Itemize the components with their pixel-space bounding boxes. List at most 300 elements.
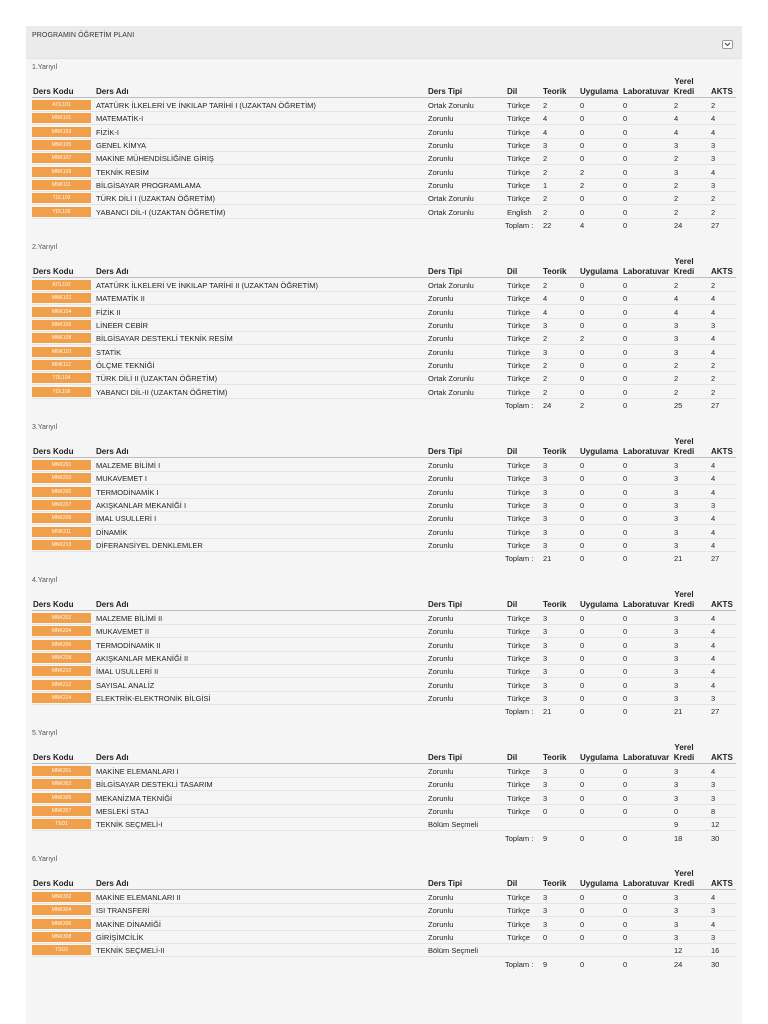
course-kredi: 3 xyxy=(674,487,679,497)
course-teorik: 1 xyxy=(543,181,548,191)
total-label: Toplam : xyxy=(505,707,534,717)
course-laboratuvar: 0 xyxy=(623,127,628,137)
course-language: Türkçe xyxy=(507,893,530,902)
course-akts: 3 xyxy=(711,793,716,803)
course-code-badge[interactable]: YDL105 xyxy=(32,207,91,217)
course-kredi: 2 xyxy=(674,387,679,397)
course-name: MUKAVEMET II xyxy=(96,627,150,637)
course-code-badge[interactable]: MNK214 xyxy=(32,693,91,703)
course-uygulama: 0 xyxy=(580,281,585,290)
total-row xyxy=(32,832,736,845)
course-akts: 4 xyxy=(711,893,716,902)
course-name: LİNEER CEBİR xyxy=(96,321,149,331)
course-language: Türkçe xyxy=(507,627,530,637)
column-header-kredi: Yerel Kredi xyxy=(673,257,695,276)
course-name: TÜRK DİLİ II (UZAKTAN ÖĞRETİM) xyxy=(96,374,218,384)
course-code-badge[interactable]: MNK106 xyxy=(32,320,91,330)
course-akts: 4 xyxy=(711,541,716,551)
course-uygulama: 0 xyxy=(580,541,585,551)
total-laboratuvar: 0 xyxy=(623,401,628,411)
course-type: Zorunlu xyxy=(428,294,454,304)
column-header-uygulama: Uygulama xyxy=(580,447,619,456)
column-header-akts: AKTS xyxy=(711,879,733,888)
course-laboratuvar: 0 xyxy=(623,207,628,217)
semester-section xyxy=(32,730,736,849)
course-code-badge[interactable]: MNK302 xyxy=(32,892,91,902)
course-uygulama: 0 xyxy=(580,141,585,151)
course-name: AKIŞKANLAR MEKANİĞİ II xyxy=(96,654,189,664)
course-name: ATATÜRK İLKELERİ VE İNKILAP TARİHİ II (UZAKTAN ÖĞRETİM) xyxy=(96,281,318,290)
table-row xyxy=(32,346,736,359)
course-uygulama: 0 xyxy=(580,487,585,497)
column-header-kredi: Yerel Kredi xyxy=(673,743,695,762)
course-kredi: 4 xyxy=(674,294,679,304)
course-uygulama: 0 xyxy=(580,767,585,776)
course-teorik: 3 xyxy=(543,893,548,902)
course-code-badge[interactable]: ATİL102 xyxy=(32,280,91,290)
column-header-teorik: Teorik xyxy=(543,447,567,456)
course-teorik: 3 xyxy=(543,527,548,537)
table-row xyxy=(32,692,736,705)
course-name: BİLGİSAYAR PROGRAMLAMA xyxy=(96,181,201,191)
column-header-uygulama: Uygulama xyxy=(580,879,619,888)
course-kredi: 3 xyxy=(674,793,679,803)
course-teorik: 4 xyxy=(543,294,548,304)
course-akts: 4 xyxy=(711,627,716,637)
course-language: Türkçe xyxy=(507,321,530,331)
table-row xyxy=(32,679,736,692)
course-code-badge[interactable]: MNK308 xyxy=(32,932,91,942)
course-kredi: 3 xyxy=(674,933,679,943)
table-row xyxy=(32,792,736,805)
course-akts: 4 xyxy=(711,461,716,470)
course-language: Türkçe xyxy=(507,194,530,204)
column-header-ad: Ders Adı xyxy=(96,753,129,762)
course-uygulama: 0 xyxy=(580,667,585,677)
course-teorik: 3 xyxy=(543,321,548,331)
column-header-ad: Ders Adı xyxy=(96,267,129,276)
course-akts: 4 xyxy=(711,474,716,484)
course-teorik: 2 xyxy=(543,374,548,384)
course-kredi: 3 xyxy=(674,906,679,916)
total-label: Toplam : xyxy=(505,959,534,969)
course-type: Zorunlu xyxy=(428,501,454,511)
semester-label: 6.Yarıyıl xyxy=(32,856,58,863)
total-akts: 27 xyxy=(711,554,720,564)
course-akts: 2 xyxy=(711,207,716,217)
course-uygulama: 0 xyxy=(580,154,585,164)
course-code-badge[interactable]: MNK306 xyxy=(32,919,91,929)
course-teorik: 3 xyxy=(543,780,548,790)
table-header xyxy=(32,437,736,457)
total-teorik: 22 xyxy=(543,221,552,231)
course-akts: 3 xyxy=(711,694,716,704)
course-type: Ortak Zorunlu xyxy=(428,194,474,204)
course-kredi: 2 xyxy=(674,154,679,164)
course-kredi: 4 xyxy=(674,127,679,137)
chevron-down-icon xyxy=(724,42,731,47)
course-code-badge[interactable]: MNK108 xyxy=(32,333,91,343)
course-teorik: 3 xyxy=(543,614,548,623)
panel-header xyxy=(26,26,742,59)
total-label: Toplam : xyxy=(505,401,534,411)
course-laboratuvar: 0 xyxy=(623,933,628,943)
course-code-badge[interactable]: MNK103 xyxy=(32,127,91,137)
course-uygulama: 0 xyxy=(580,461,585,470)
course-kredi: 3 xyxy=(674,541,679,551)
course-code-badge[interactable]: MNK212 xyxy=(32,680,91,690)
course-type: Zorunlu xyxy=(428,334,454,344)
table-row xyxy=(32,279,736,292)
course-akts: 2 xyxy=(711,374,716,384)
column-header-dil: Dil xyxy=(507,600,518,609)
column-header-tip: Ders Tipi xyxy=(428,447,463,456)
course-teorik: 4 xyxy=(543,307,548,317)
header-divider xyxy=(32,457,736,458)
table-header xyxy=(32,869,736,889)
course-name: BİLGİSAYAR DESTEKLİ TASARIM xyxy=(96,780,213,790)
course-type: Ortak Zorunlu xyxy=(428,101,474,110)
course-type: Ortak Zorunlu xyxy=(428,387,474,397)
course-laboratuvar: 0 xyxy=(623,654,628,664)
column-header-dil: Dil xyxy=(507,267,518,276)
course-code-badge[interactable]: MNK104 xyxy=(32,307,91,317)
course-kredi: 3 xyxy=(674,501,679,511)
course-type: Zorunlu xyxy=(428,167,454,177)
course-laboratuvar: 0 xyxy=(623,387,628,397)
table-row xyxy=(32,99,736,112)
course-code-badge[interactable]: MNK105 xyxy=(32,140,91,150)
course-teorik: 3 xyxy=(543,767,548,776)
table-row xyxy=(32,931,736,944)
course-kredi: 3 xyxy=(674,667,679,677)
course-akts: 2 xyxy=(711,101,716,110)
table-row xyxy=(32,486,736,499)
course-laboratuvar: 0 xyxy=(623,347,628,357)
course-type: Zorunlu xyxy=(428,541,454,551)
course-akts: 3 xyxy=(711,501,716,511)
course-code-badge[interactable]: MNK206 xyxy=(32,640,91,650)
course-teorik: 3 xyxy=(543,654,548,664)
column-header-kredi: Yerel Kredi xyxy=(673,77,695,96)
column-header-ad: Ders Adı xyxy=(96,879,129,888)
course-type: Zorunlu xyxy=(428,807,454,817)
total-laboratuvar: 0 xyxy=(623,554,628,564)
column-header-dil: Dil xyxy=(507,753,518,762)
column-header-ad: Ders Adı xyxy=(96,600,129,609)
course-laboratuvar: 0 xyxy=(623,294,628,304)
course-name: İMAL USULLERİ I xyxy=(96,514,157,524)
total-teorik: 24 xyxy=(543,401,552,411)
course-teorik: 3 xyxy=(543,461,548,470)
course-name: YABANCI DİL-II (UZAKTAN ÖĞRETİM) xyxy=(96,387,228,397)
course-code-badge[interactable]: TDL103 xyxy=(32,193,91,203)
course-kredi: 3 xyxy=(674,461,679,470)
course-language: Türkçe xyxy=(507,694,530,704)
course-type: Zorunlu xyxy=(428,461,454,470)
semester-section xyxy=(32,577,736,723)
course-akts: 2 xyxy=(711,361,716,371)
course-code-badge[interactable]: MNK205 xyxy=(32,487,91,497)
table-header xyxy=(32,257,736,277)
course-language: Türkçe xyxy=(507,127,530,137)
course-code-badge[interactable]: MNK102 xyxy=(32,293,91,303)
course-code-badge[interactable]: MNK208 xyxy=(32,653,91,663)
course-akts: 4 xyxy=(711,654,716,664)
course-uygulama: 0 xyxy=(580,374,585,384)
semester-label: 2.Yarıyıl xyxy=(32,244,58,251)
course-language: Türkçe xyxy=(507,461,530,470)
course-code-badge[interactable]: MNK301 xyxy=(32,766,91,776)
course-language: Türkçe xyxy=(507,541,530,551)
course-laboratuvar: 0 xyxy=(623,334,628,344)
total-laboratuvar: 0 xyxy=(623,959,628,969)
semester-label: 3.Yarıyıl xyxy=(32,424,58,431)
total-akts: 27 xyxy=(711,401,720,411)
course-laboratuvar: 0 xyxy=(623,514,628,524)
course-uygulama: 0 xyxy=(580,514,585,524)
course-code-badge[interactable]: MNK209 xyxy=(32,513,91,523)
course-teorik: 2 xyxy=(543,361,548,371)
course-kredi: 2 xyxy=(674,194,679,204)
course-laboratuvar: 0 xyxy=(623,627,628,637)
course-akts: 3 xyxy=(711,181,716,191)
course-code-badge[interactable]: MNK213 xyxy=(32,540,91,550)
course-code-badge[interactable]: MNK109 xyxy=(32,167,91,177)
total-row xyxy=(32,219,736,232)
course-kredi: 3 xyxy=(674,694,679,704)
column-header-kod: Ders Kodu xyxy=(33,87,74,96)
table-row xyxy=(32,778,736,791)
course-kredi: 3 xyxy=(674,780,679,790)
course-teorik: 3 xyxy=(543,514,548,524)
course-kredi: 2 xyxy=(674,374,679,384)
course-uygulama: 0 xyxy=(580,361,585,371)
course-code-badge[interactable]: MNK101 xyxy=(32,113,91,123)
course-code-badge[interactable]: MNK211 xyxy=(32,527,91,537)
course-type: Zorunlu xyxy=(428,127,454,137)
course-code-badge[interactable]: MNK204 xyxy=(32,626,91,636)
course-name: YABANCI DİL-I (UZAKTAN ÖĞRETİM) xyxy=(96,207,226,217)
course-code-badge[interactable]: MNK307 xyxy=(32,806,91,816)
course-uygulama: 2 xyxy=(580,167,585,177)
total-laboratuvar: 0 xyxy=(623,833,628,843)
course-teorik: 3 xyxy=(543,667,548,677)
course-laboratuvar: 0 xyxy=(623,680,628,690)
table-row xyxy=(32,126,736,139)
table-header xyxy=(32,77,736,97)
course-code-badge[interactable]: MNK202 xyxy=(32,613,91,623)
course-code-badge[interactable]: MNK201 xyxy=(32,460,91,470)
course-laboratuvar: 0 xyxy=(623,114,628,124)
course-language: Türkçe xyxy=(507,767,530,776)
course-uygulama: 0 xyxy=(580,694,585,704)
course-kredi: 2 xyxy=(674,281,679,290)
total-row xyxy=(32,399,736,412)
course-teorik: 3 xyxy=(543,627,548,637)
course-teorik: 2 xyxy=(543,207,548,217)
course-name: TEKNİK SEÇMELİ-I xyxy=(96,820,163,830)
course-laboratuvar: 0 xyxy=(623,101,628,110)
total-laboratuvar: 0 xyxy=(623,221,628,231)
course-uygulama: 0 xyxy=(580,780,585,790)
course-code-badge[interactable]: MNK111 xyxy=(32,180,91,190)
course-code-badge[interactable]: MNK110 xyxy=(32,347,91,357)
course-code-badge[interactable]: ATİL101 xyxy=(32,100,91,110)
course-code-badge[interactable]: TSD1 xyxy=(32,819,91,829)
course-type: Zorunlu xyxy=(428,514,454,524)
course-name: BİLGİSAYAR DESTEKLİ TEKNİK RESİM xyxy=(96,334,233,344)
column-header-tip: Ders Tipi xyxy=(428,753,463,762)
column-header-kredi: Yerel Kredi xyxy=(673,437,695,456)
table-row xyxy=(32,166,736,179)
course-language: Türkçe xyxy=(507,114,530,124)
course-type: Zorunlu xyxy=(428,919,454,929)
table-row xyxy=(32,539,736,552)
course-language: Türkçe xyxy=(507,374,530,384)
table-header xyxy=(32,590,736,610)
course-kredi: 3 xyxy=(674,680,679,690)
total-akts: 27 xyxy=(711,221,720,231)
course-language: Türkçe xyxy=(507,141,530,151)
course-type: Zorunlu xyxy=(428,780,454,790)
table-row xyxy=(32,918,736,931)
course-akts: 4 xyxy=(711,767,716,776)
course-language: Türkçe xyxy=(507,474,530,484)
course-code-badge[interactable]: TSD2 xyxy=(32,945,91,955)
course-uygulama: 2 xyxy=(580,334,585,344)
course-uygulama: 0 xyxy=(580,114,585,124)
table-header xyxy=(32,743,736,763)
table-row xyxy=(32,765,736,778)
course-laboratuvar: 0 xyxy=(623,893,628,902)
course-type: Zorunlu xyxy=(428,114,454,124)
course-language: Türkçe xyxy=(507,640,530,650)
table-row xyxy=(32,386,736,399)
course-language: Türkçe xyxy=(507,933,530,943)
column-header-laboratuvar: Laboratuvar xyxy=(623,447,670,456)
course-akts: 2 xyxy=(711,281,716,290)
column-header-laboratuvar: Laboratuvar xyxy=(623,879,670,888)
course-name: MESLEKİ STAJ xyxy=(96,807,149,817)
column-header-kod: Ders Kodu xyxy=(33,879,74,888)
course-code-badge[interactable]: MNK107 xyxy=(32,153,91,163)
course-kredi: 2 xyxy=(674,361,679,371)
course-code-badge[interactable]: MNK112 xyxy=(32,360,91,370)
course-laboratuvar: 0 xyxy=(623,694,628,704)
course-code-badge[interactable]: MNK305 xyxy=(32,793,91,803)
semester-section xyxy=(32,64,736,237)
course-code-badge[interactable]: MNK203 xyxy=(32,473,91,483)
course-laboratuvar: 0 xyxy=(623,461,628,470)
course-code-badge[interactable]: TDL104 xyxy=(32,373,91,383)
course-code-badge[interactable]: MNK303 xyxy=(32,779,91,789)
total-label: Toplam : xyxy=(505,833,534,843)
total-laboratuvar: 0 xyxy=(623,707,628,717)
table-row xyxy=(32,612,736,625)
table-row xyxy=(32,891,736,904)
table-row xyxy=(32,306,736,319)
course-teorik: 3 xyxy=(543,487,548,497)
course-name: SAYISAL ANALİZ xyxy=(96,680,155,690)
table-row xyxy=(32,512,736,525)
course-code-badge[interactable]: MNK210 xyxy=(32,666,91,676)
course-akts: 4 xyxy=(711,527,716,537)
total-kredi: 24 xyxy=(674,221,683,231)
course-code-badge[interactable]: YDL106 xyxy=(32,387,91,397)
course-laboratuvar: 0 xyxy=(623,780,628,790)
course-uygulama: 0 xyxy=(580,614,585,623)
table-row xyxy=(32,152,736,165)
semester-section xyxy=(32,424,736,570)
table-row xyxy=(32,192,736,205)
table-row xyxy=(32,459,736,472)
course-type: Zorunlu xyxy=(428,527,454,537)
course-language: Türkçe xyxy=(507,906,530,916)
table-row xyxy=(32,805,736,818)
column-header-laboratuvar: Laboratuvar xyxy=(623,600,670,609)
course-uygulama: 0 xyxy=(580,474,585,484)
column-header-ad: Ders Adı xyxy=(96,447,129,456)
course-teorik: 3 xyxy=(543,141,548,151)
course-language: Türkçe xyxy=(507,487,530,497)
course-kredi: 3 xyxy=(674,167,679,177)
course-laboratuvar: 0 xyxy=(623,541,628,551)
course-code-badge[interactable]: MNK304 xyxy=(32,905,91,915)
column-header-teorik: Teorik xyxy=(543,267,567,276)
total-kredi: 21 xyxy=(674,554,683,564)
column-header-teorik: Teorik xyxy=(543,753,567,762)
course-type: Zorunlu xyxy=(428,321,454,331)
course-uygulama: 0 xyxy=(580,207,585,217)
column-header-kod: Ders Kodu xyxy=(33,447,74,456)
collapse-button[interactable] xyxy=(722,40,733,49)
semester-label: 1.Yarıyıl xyxy=(32,64,58,71)
course-akts: 4 xyxy=(711,487,716,497)
course-akts: 4 xyxy=(711,167,716,177)
course-type: Zorunlu xyxy=(428,893,454,902)
course-name: TÜRK DİLİ I (UZAKTAN ÖĞRETİM) xyxy=(96,194,216,204)
course-language: Türkçe xyxy=(507,387,530,397)
course-kredi: 3 xyxy=(674,474,679,484)
column-header-tip: Ders Tipi xyxy=(428,879,463,888)
total-teorik: 9 xyxy=(543,959,548,969)
course-type: Zorunlu xyxy=(428,933,454,943)
course-teorik: 3 xyxy=(543,474,548,484)
course-laboratuvar: 0 xyxy=(623,501,628,511)
table-row xyxy=(32,652,736,665)
course-name: MAKİNE DİNAMİĞİ xyxy=(96,919,162,929)
course-name: MATEMATİK-I xyxy=(96,114,144,124)
column-header-kod: Ders Kodu xyxy=(33,753,74,762)
course-uygulama: 0 xyxy=(580,501,585,511)
course-uygulama: 0 xyxy=(580,307,585,317)
course-laboratuvar: 0 xyxy=(623,307,628,317)
course-type: Zorunlu xyxy=(428,906,454,916)
course-language: Türkçe xyxy=(507,807,530,817)
course-teorik: 3 xyxy=(543,640,548,650)
table-row xyxy=(32,499,736,512)
course-uygulama: 0 xyxy=(580,627,585,637)
course-code-badge[interactable]: MNK207 xyxy=(32,500,91,510)
course-name: MAKİNE ELEMANLARI I xyxy=(96,767,179,776)
course-type: Zorunlu xyxy=(428,640,454,650)
course-teorik: 2 xyxy=(543,281,548,290)
course-language: Türkçe xyxy=(507,334,530,344)
course-language: Türkçe xyxy=(507,514,530,524)
course-uygulama: 0 xyxy=(580,321,585,331)
total-label: Toplam : xyxy=(505,221,534,231)
